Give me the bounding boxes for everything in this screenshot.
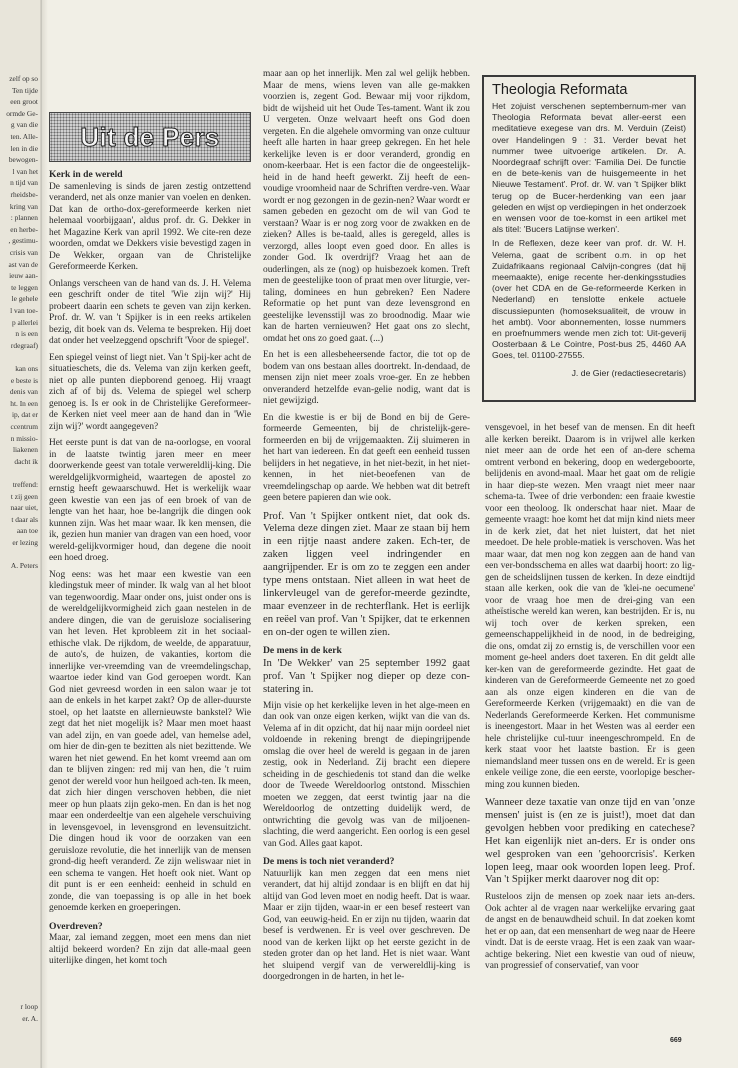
margin-fragment: : plannen bbox=[10, 213, 38, 223]
paragraph: maar aan op het innerlijk. Men zal wel gelijk hebben. Maar de mens, wiens leven van alle ge-makken voorzien is, zegent God. Bewaar mij voor rijkdom, bidt de wijsheid uit het Oude Tes-tament. Want ik zou U vergeten. Onze welvaart heeft ons God doen vergeten. En die algehele omvorming van onze cultuur heeft alle harten in haar greep gekregen. En het hele kerkelijke leven is er door veranderd, grondig en onom-keerbaar. Het is een factor die de ongeestelijk-heid in de hand heeft gewerkt. Zij heeft de een-voudige vroomheid naar de Schriften verdre-ven. Waar wordt er nog gezongen in de gezin-nen? Waar wordt er samen gebeden en gezocht om de wil van God te verstaan? Waar is er nog zorg voor de zwakken en de zieken? Alles is be-taald, alles is geregeld, alles is verzorgd, alles loopt even goed door. En alles is zonder God. Ik overdrijf? Vraag het aan de ouderlingen, als ze (nog) op huisbezoek komen. Treft men de geestelijke toon of praat men over liturgie, ver-taling, dominees en hun gebreken? Een Nadere Reformatie op het punt van deze levensgrond en geestelijke levensstijl was zo broodnodig. Maar wie kan de harten vernieuwen? Het gaat ons zo slecht, omdat het ons zo goed gaat. (...) bbox=[263, 69, 470, 344]
margin-fragment: ccentrum bbox=[10, 422, 38, 431]
previous-page-edge bbox=[0, 0, 42, 1068]
paragraph: Het eerste punt is dat van de na-oorlogse, en vooral in de laatste twintig jaren meer en meer doorwerkende geest van totale verwereldlij-king. Die wereldgelijkvormigheid, waartegen de apostel zo ernstig heeft gewaarschuwd. Het is werkelijk waar geen kwestie van een jas of een broek of van de lengte van het haar, hoe be-langrijk die dingen ook kunnen zijn. Was het maar waar. Ik ken mensen, die ik, gezien hun manier van dragen van een hoed, voor wereld-gelijkvormiger houd, dan degene die nooit een hoed droeg. bbox=[49, 438, 251, 563]
margin-fragment: n missio- bbox=[10, 433, 38, 443]
sidebar-title: Theologia Reformata bbox=[492, 82, 628, 98]
margin-fragment: naar uiet, bbox=[10, 503, 38, 513]
margin-fragment: kan ons bbox=[15, 364, 38, 373]
banner-title: Uit de Pers bbox=[80, 121, 220, 152]
paragraph: Prof. Van 't Spijker ontkent niet, dat ook ds. Velema deze dingen ziet. Maar ze staan bij hem in een rijtje naast andere zaken. Ech-ter, de zaken liggen veel indringender en aangrijpender. Er is om zo te zeggen een ander type mens ontstaan. Niet alleen in wat heet de linkervleugel van de gerefor-meerde gezindte, maar evenzeer in de rechterflank. Het is eerlijk en reëel van prof. Van 't Spijker, dat te erkennen en on-der ogen te willen zien. bbox=[263, 509, 470, 638]
margin-fragment: bewogen- bbox=[8, 155, 38, 165]
margin-fragment: len in die bbox=[10, 143, 38, 153]
paragraph: Maar, zal iemand zeggen, moet een mens dan niet altijd bekeerd worden? En zijn dat alle-maal geen uiterlijke dingen, het komt toch bbox=[49, 933, 251, 966]
column-2 bbox=[263, 69, 470, 1054]
margin-fragment: n tijd van bbox=[10, 178, 38, 188]
margin-fragment: er. A. bbox=[22, 1013, 38, 1023]
paragraph: Rusteloos zijn de mensen op zoek naar iets an-ders. Ook achter al de vragen naar werkelijke ervaring gaat de angst en de benauwdheid schuil. In dat zoeken komt het er op aan, dat een mensenhart de weg naar de Heere vindt. Dat is de eerste vraag. Het is een zaak van waar-achtige bekering. Niet een kwestie van oud of nieuw, van progressief of conservatief, van voor bbox=[485, 892, 695, 972]
section-banner bbox=[49, 112, 251, 162]
margin-fragment: p allerlei bbox=[11, 317, 38, 327]
margin-fragment: crisis van bbox=[9, 248, 38, 257]
paragraph: In 'De Wekker' van 25 september 1992 gaat prof. Van 't Spijker nog dieper op deze con-statering in. bbox=[263, 657, 470, 695]
paragraph: De samenleving is sinds de jaren zestig ontzettend veranderd, net als onze manier van voelen en denken. Dat kan de ortho-dox-gereformeerde kerken niet helemaal voorbijgaan', aldus prof. dr. G. Dekker in het Magazine Kerk van april 1992. We cite-ren deze woorden, omdat we Dekkers visie bevestigd zagen in De Wekker, orgaan van de Christelijke Gereformeerde Kerken. bbox=[49, 181, 251, 272]
margin-fragment: A. Peters bbox=[10, 561, 38, 571]
paragraph: Mijn visie op het kerkelijke leven in het alge-meen en dan ook van onze eigen kerken, wijkt van die van ds. Velema af in dit opzicht, dat hij naar mijn oordeel niet voldoende in rekening brengt de diepingrijpende omslag die over heel de wereld is gegaan in de jaren zestig, ook in Nederland. Zij bracht een diepere scheiding in de geschiedenis tot stand dan die welke door de Tweede Wereldoorlog ontstond. Misschien moeten we zeggen, dat eerst twintig jaar na die Wereldoorlog de ontzetting duidelijk werd, de ontwrichting die gevolg was van de miljoenen-slachting, die werd aangericht. Een oorlog is een gesel van God. Alles gaat kapot. bbox=[263, 700, 470, 849]
column-3 bbox=[485, 423, 695, 1056]
column-1-heading: Kerk in de wereld bbox=[49, 169, 123, 180]
margin-fragment: aan toe bbox=[16, 526, 38, 536]
paragraph: Natuurlijk kan men zeggen dat een mens niet verandert, dat hij altijd zondaar is en blijft en dat hij altijd van God leven moet en nodig heeft. Dat is waar. Maar er zijn tijden, waar-in er een besef resteert van God, van eeuwig-heid. En er zijn nu tijden, waarin dat besef is verdwenen. Er is veel over geschreven. De nood van de kerken lijkt op het eerste gezicht in de steden groter dan op het land. Het is niet waar. Want het sluipend vergif van de verwereldlij-king is doorgedrongen in de harten, in het le- bbox=[263, 868, 470, 983]
paragraph: En het is een allesbeheersende factor, die tot op de bodem van ons bestaan alles doortrekt. In-dendaad, de mensen zijn niet meer zoals vroe-ger. En ze hebben onveranderd hetzelfde evan-gelie nodig, want dat is niet gewijzigd. bbox=[263, 350, 470, 406]
margin-fragment: ten. Alle- bbox=[10, 132, 38, 141]
margin-fragment: rdegraaf) bbox=[10, 340, 38, 350]
paragraph: Een spiegel veinst of liegt niet. Van 't Spij-ker acht de situatieschets, die ds. Velema van zijn kerken geeft, niet op alle punten diepborend genoeg. Hij vraagt zich af of bij ds. Velema de spiegel wel scherp genoeg is. Is er ook in de Christelijke Gereformeer-de Kerken niet veel meer aan de hand dan in 'Wie zijn wij?' wordt aangegeven? bbox=[49, 352, 251, 432]
margin-fragment: t daar als bbox=[11, 514, 38, 524]
sidebar-signature: J. de Gier (redactiesecretaris) bbox=[571, 367, 686, 378]
margin-fragment: l van het bbox=[12, 166, 38, 176]
margin-fragment: rheidsbe- bbox=[10, 190, 38, 199]
margin-fragment: liakenen bbox=[12, 445, 38, 455]
sidebar-paragraph: In de Reflexen, deze keer van prof. dr. W. H. Velema, gaat de scribent o.m. in op het Zuidafrikaans regionaal Calvijn-congres (dat hij meemaakte), enige recente her-denkingsstudies (over het CDA en de Ge-reformeerde Kerken in Nederland) en tenslotte enkele actuele discussiepunten (homoseksualiteit, de vrouw in het ambt). Voor abonnementen, losse nummers en proefnummers wende men zich tot: Uit-geverij Oosterbaan & Le Cointre, Post-bus 25, 4460 AA Goes, tel. 01100-27555. bbox=[492, 238, 686, 361]
subheading-mens-niet-veranderd: De mens is toch niet veranderd? bbox=[263, 856, 395, 868]
margin-fragment: te leggen bbox=[11, 282, 38, 292]
margin-fragment: dacht ik bbox=[14, 456, 38, 466]
margin-fragment: le gehele bbox=[11, 294, 38, 304]
column-1 bbox=[49, 163, 251, 1048]
margin-fragment: ieuw aan- bbox=[9, 271, 38, 281]
margin-fragment: een groot bbox=[10, 97, 38, 107]
margin-fragment: ast van de bbox=[8, 259, 38, 269]
paragraph: Onlangs verscheen van de hand van ds. J. H. Velema een geschrift onder de titel 'Wie zijn wij?' Hij probeert daarin een schets te geven van zijn kerken. Prof. dr. W. van 't Spijker is in een reeks artikelen bezig, dit boek van ds. Velema te bespreken. Hij doet dat onder het veelzeggend opschrift 'Voor de spiegel'. bbox=[49, 278, 251, 346]
subheading-de-mens-in-de-kerk: De mens in de kerk bbox=[263, 644, 342, 656]
margin-fragment: t zij geen bbox=[10, 491, 38, 501]
margin-fragment: ip, dat er bbox=[11, 410, 38, 420]
subheading-overdreven: Overdreven? bbox=[49, 920, 103, 932]
margin-fragment: zelf op so bbox=[9, 74, 38, 83]
margin-fragment: r loop bbox=[20, 1002, 38, 1011]
margin-fragment: treffend: bbox=[12, 480, 38, 489]
margin-fragment: kring van bbox=[9, 201, 38, 211]
margin-fragment: l van toe- bbox=[10, 306, 38, 315]
sidebar-paragraph: Het zojuist verschenen septembernum-mer van Theologia Reformata bevat aller-eerst een meditatieve exegese van drs. M. Verduin (Zeist) over Handelingen 9 : 31. Verder bevat het nummer twee uitvoerige artikelen. Dr. A. Noordegraaf schrijft over: 'Familia Dei. De functie en de bete-kenis van de huisgemeente in het Nieuwe Testament'. Prof. dr. W. van 't Spijker blikt terug op de Bucer-herdenking van een jaar geleden en wijst op verdiepingen in het onderzoek en wensen voor de toe-komst in een artikel met als titel: 'Bucers Latijnse werken'. bbox=[492, 101, 686, 235]
paragraph: Nog eens: was het maar een kwestie van een kledingstuk meer of minder. Ik walg van al het bloot van tegenwoordig. Maar onder ons, juist onder ons is de wereldgelijkvormigheid zich gaan nestelen in de andere dingen, die van de geruisloze socialisering van het leven. Het kprobleem zit in het sociaal-ethische vlak. De rijkdom, de weelde, de apparatuur, de auto's, de huizen, de vakanties, kortom die innerlijke ver-vreemding van de vreemdelingschap, waartoe ieder kind van God geroepen wordt. Kan God niet gevreesd worden in een salon waar je tot aan de enkels in het karpet zakt? Op de aller-duurste stoel, op het laatste en allernieuwste bankstel? Wie zegt dat het niet mogelijk is? Maar men moet haast van adel zijn, en van goede adel, van hemelse adel, om hier de din-gen te bezitten als niet bezittende. We waren het niet gewend. En het komt vreemd aan om dan te blijven zingen: red mij van hen, die 't ruim genot der wereld voor hun heilgoed ach-ten. Ik meen, dat zich hier dingen verschoven hebben, die niet meer op hun plaats zijn geko-men. En dan is het nog maar een onderdeeltje van een algehele verschuiving in levensgevoel, in levensgrond en levensuitzicht. Die dingen houd ik voor de oorzaken van een geruisloze revolutie, die het innerlijk van de mensen grond-dig heeft veranderd. Ze zijn weliswaar niet in een schema te vangen. Het hoeft ook niet. Want op dit punt is er een eenheid: eenheid in schuld en zonde, die van toepassing is op alle in het boek genoemde kerken en groeperingen. bbox=[49, 569, 251, 913]
paragraph: vensgevoel, in het besef van de mensen. En dit heeft alle kerken bereikt. Daarom is in vrijwel alle kerken niet meer aan de orde het een of an-dere schema omtrent verbond en bekering, doop en wedergeboorte, belijdenis en avond-maal. Maar het gaat om de religie in haar diep-ste wezen. Men vraagt niet meer naar schema-ta. Twee of drie verbonden: een fraaie kwestie voor een theoloog. Ik onderschat haar niet. Maar de gemeente vraagt: hoe komt het dat mijn kind niets meer in de kerk ziet, dat het niet luistert, dat het niet meedoet. De hele proble-matiek is verschoven. Was het maar waar, dat men nog kon zeggen aan de hand van een ver-bondsschema en alles wat daarbij hoort: zo lig-gen de scheidslijnen tussen de kerken. In deze eindtijd staan alle kerken, ook die van de 'klei-ne oecumene' voor de vraag hoe men de drei-ging van een atheïstische wereld kan weren, kan bestrijden. Er is, nu wij toch over de kerken spreken, een gemeenschappelijkheid in de nood, in de bedreiging, die ons, omdat zij zo ernstig is, de verschillen voor een moment ge-heel anders doet taxeren. En dit geldt alle ker-ken van de gereformeerde gezindte. Het gaat de kinderen van de Gereformeerde Gemeente net zo goed aan als onze eigen kinderen en die van de Gereformeerde Kerken (vrijgemaakt) en die van de Nederlands Gereformeerde Kerken. Het communisme is ineengestort. Maar in het Westen was al eerder een hele christelijke cul-tuur ineengeschrompeld. En de kerk staat voor het laatste bastion. Er is geen niemandsland meer tussen ons en de wereld. Er is geen enkele veilige zone, die een eerste, voorlopige bescher-ming zou kunnen bieden. bbox=[485, 423, 695, 790]
margin-fragment: er lezing bbox=[12, 538, 38, 547]
page-number: 669 bbox=[670, 1037, 682, 1044]
margin-fragment: e beste is bbox=[10, 375, 38, 385]
margin-fragment: ormde Ge- bbox=[6, 108, 38, 118]
paragraph: Wanneer deze taxatie van onze tijd en van 'onze mensen' juist is (en ze is juist!), moet dat dan gevolgen hebben voor prediking en catechese? Het kan eigenlijk niet an-ders. Er is onder ons wel gesproken van een 'gehoorcrisis'. Kerken lopen leeg, maar ook woorden lopen leeg. Prof. Van 't Spijker merkt daarover nog dit op: bbox=[485, 796, 695, 886]
margin-fragment: en herbe- bbox=[10, 224, 38, 234]
margin-fragment: , gestimu- bbox=[8, 236, 38, 246]
sidebar-theologia-reformata bbox=[482, 75, 696, 402]
margin-fragment: n is een bbox=[15, 329, 38, 339]
paragraph: En die kwestie is er bij de Bond en bij de Gere-formeerde Gemeenten, bij de christelijk-gere-formeerden en bij de vrijgemaakten. Zij sluimeren in het hart van iedereen. En dat geeft een eenheid tussen belijders in het negatieve, in het niet-bezit, in het niet-kennen, in het niet-beoefenen van de vreemdelingschap op aarde. We hebben wat dit betreft geen betere papieren dan wie ook. bbox=[263, 412, 470, 503]
margin-fragment: denis van bbox=[9, 387, 38, 397]
margin-fragment: Ten tijde bbox=[12, 85, 38, 95]
margin-fragment: ht. In een bbox=[10, 398, 38, 408]
margin-fragment: g van die bbox=[10, 120, 38, 130]
spine-shadow bbox=[40, 0, 48, 1068]
